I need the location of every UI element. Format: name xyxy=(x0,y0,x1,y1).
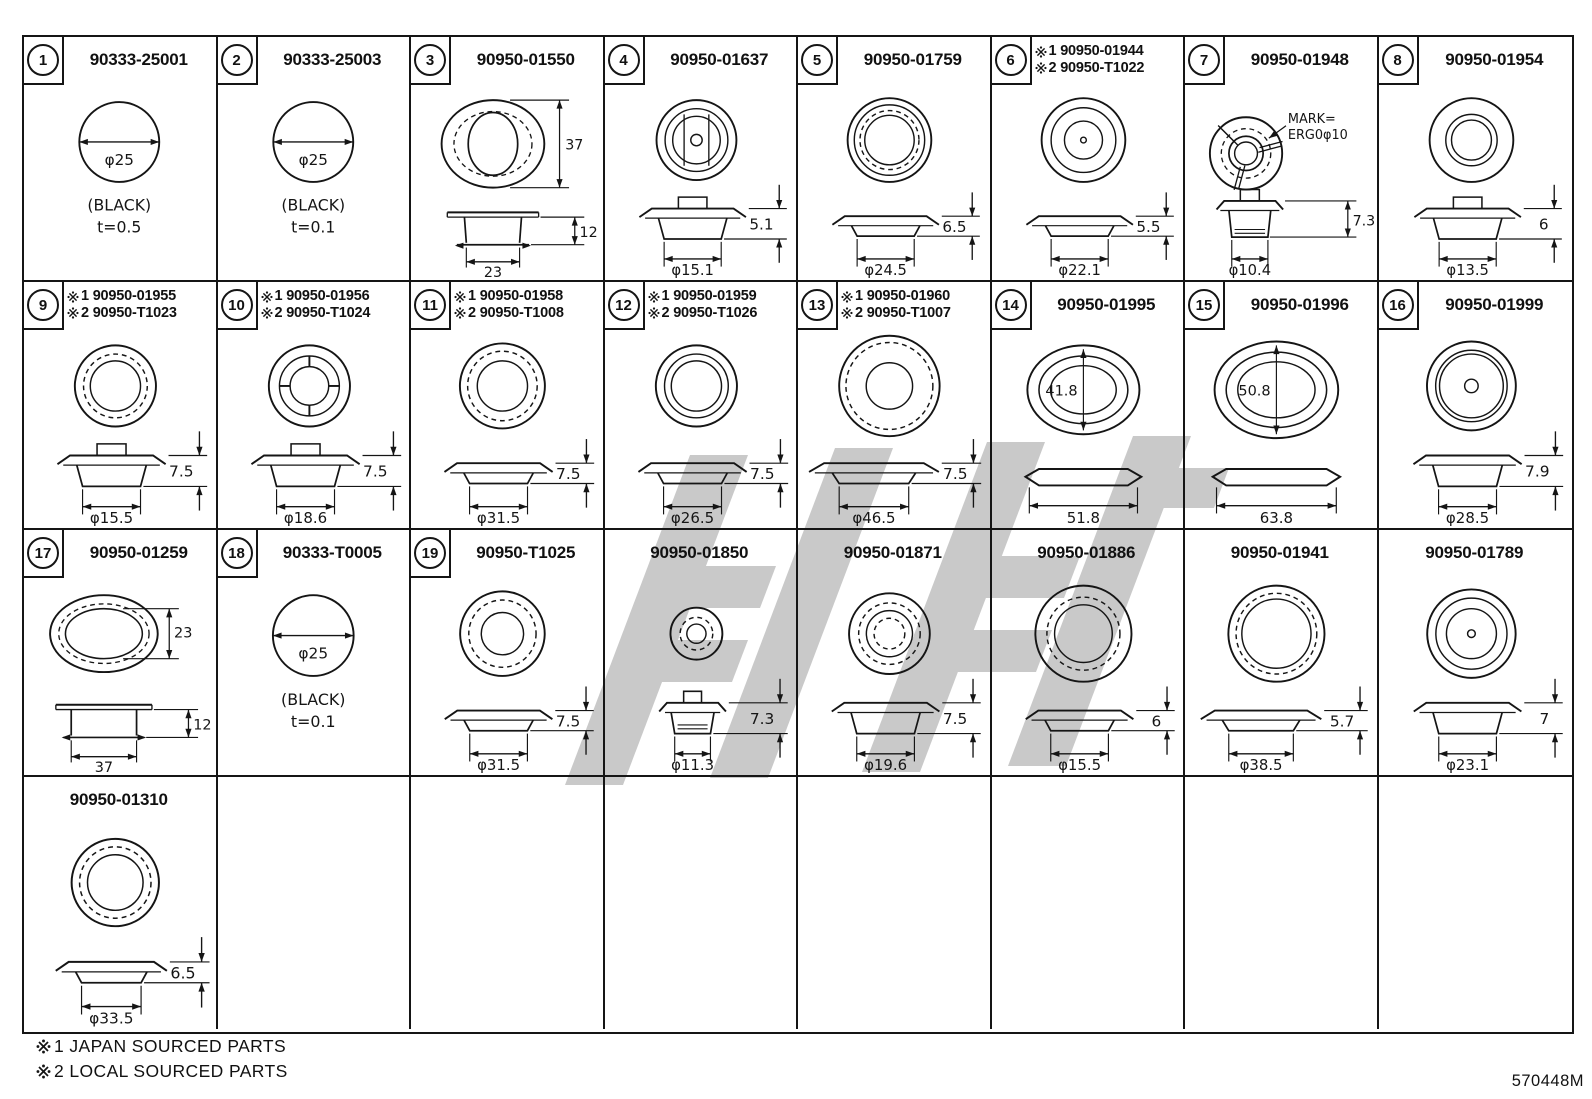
part-number: 1 90950-01958 xyxy=(454,288,563,305)
svg-text:7.9: 7.9 xyxy=(1524,462,1550,481)
item-number-badge xyxy=(992,282,1032,330)
svg-text:φ31.5: φ31.5 xyxy=(477,756,521,773)
part-number: 1 90950-01959 xyxy=(648,288,757,305)
svg-text:φ24.5: φ24.5 xyxy=(864,262,907,278)
svg-text:6: 6 xyxy=(1150,712,1161,731)
svg-text:MARK=: MARK= xyxy=(1287,111,1336,127)
part-cell xyxy=(218,37,412,282)
svg-text:37: 37 xyxy=(94,760,114,773)
reference-mark-icon xyxy=(261,291,273,303)
reference-mark-icon xyxy=(648,291,660,303)
part-header xyxy=(1225,37,1375,83)
part-cell xyxy=(605,37,799,282)
svg-text:t=0.1: t=0.1 xyxy=(290,711,336,731)
footnote-local-sourced: 2 LOCAL SOURCED PARTS xyxy=(36,1061,288,1082)
part-figure xyxy=(218,328,410,526)
svg-text:φ11.3: φ11.3 xyxy=(670,756,714,773)
item-number: 8 xyxy=(1382,44,1414,76)
part-header xyxy=(838,37,988,83)
part-cell xyxy=(1185,530,1379,777)
svg-text:51.8: 51.8 xyxy=(1066,509,1100,526)
part-header xyxy=(64,37,214,83)
item-number: 12 xyxy=(608,289,640,321)
part-cell xyxy=(798,37,992,282)
part-number: 90950-01871 xyxy=(843,543,942,563)
part-number: 90950-01996 xyxy=(1250,295,1349,315)
svg-text:φ26.5: φ26.5 xyxy=(670,509,714,526)
part-number: 90950-01886 xyxy=(1037,543,1136,563)
reference-mark-icon xyxy=(454,307,466,319)
part-cell xyxy=(605,530,799,777)
svg-text:φ15.1: φ15.1 xyxy=(670,262,714,278)
part-figure xyxy=(24,823,216,1027)
item-number-badge xyxy=(411,37,451,85)
part-number: 2 90950-T1022 xyxy=(1035,60,1145,77)
svg-text:φ13.5: φ13.5 xyxy=(1445,262,1489,278)
part-figure xyxy=(798,328,990,526)
svg-text:5.5: 5.5 xyxy=(1135,217,1161,236)
part-header xyxy=(1419,37,1571,83)
part-number: 2 90950-T1026 xyxy=(648,305,758,322)
reference-mark-icon xyxy=(36,1039,51,1054)
part-cell xyxy=(1185,37,1379,282)
part-figure xyxy=(992,328,1184,526)
svg-text:7.3: 7.3 xyxy=(1352,213,1376,230)
part-number: 1 90950-01956 xyxy=(261,288,370,305)
part-number: 90333-25003 xyxy=(283,50,382,70)
part-cell xyxy=(1379,282,1573,530)
svg-text:12: 12 xyxy=(193,717,212,734)
svg-text:7: 7 xyxy=(1538,709,1549,728)
part-number: 90950-01948 xyxy=(1250,50,1349,70)
reference-mark-icon xyxy=(1035,62,1047,74)
item-number-badge xyxy=(24,530,64,578)
part-header xyxy=(838,282,988,328)
item-number-badge xyxy=(218,37,258,85)
item-number-badge xyxy=(798,37,838,85)
empty-cell xyxy=(605,777,799,1029)
item-number-badge xyxy=(605,37,645,85)
part-cell xyxy=(1185,282,1379,530)
svg-text:7.5: 7.5 xyxy=(362,462,388,481)
part-header xyxy=(1419,282,1571,328)
reference-mark-icon xyxy=(841,291,853,303)
item-number-badge xyxy=(411,282,451,330)
part-number: 1 90950-01955 xyxy=(67,288,176,305)
svg-text:7.5: 7.5 xyxy=(943,465,968,484)
svg-text:63.8: 63.8 xyxy=(1259,509,1294,526)
svg-text:φ19.6: φ19.6 xyxy=(864,756,908,773)
part-cell xyxy=(1379,37,1573,282)
svg-text:7.5: 7.5 xyxy=(556,465,581,484)
svg-text:7.5: 7.5 xyxy=(169,462,194,481)
part-cell xyxy=(24,777,218,1029)
part-figure xyxy=(992,83,1184,278)
reference-mark-icon xyxy=(36,1064,51,1079)
part-cell xyxy=(1379,530,1573,777)
item-number-badge xyxy=(218,530,258,578)
part-number: 90950-01789 xyxy=(1425,543,1524,563)
part-cell xyxy=(218,282,412,530)
part-cell xyxy=(992,37,1186,282)
part-header xyxy=(1225,282,1375,328)
part-number: 1 90950-01944 xyxy=(1035,43,1144,60)
empty-cell xyxy=(798,777,992,1029)
part-number: 90950-T1025 xyxy=(476,543,576,563)
item-number-badge xyxy=(1379,37,1419,85)
part-figure xyxy=(411,576,603,773)
part-figure xyxy=(24,328,216,526)
part-number: 90950-01850 xyxy=(650,543,749,563)
part-number: 90950-01995 xyxy=(1057,295,1156,315)
part-header xyxy=(64,530,214,576)
part-header xyxy=(258,282,408,328)
item-number: 2 xyxy=(221,44,253,76)
svg-text:41.8: 41.8 xyxy=(1044,383,1078,400)
part-figure xyxy=(1185,83,1377,278)
part-figure xyxy=(411,83,603,278)
part-number: 90950-01954 xyxy=(1445,50,1544,70)
item-number-badge xyxy=(992,37,1032,85)
part-cell xyxy=(218,530,412,777)
empty-cell xyxy=(1185,777,1379,1029)
part-number: 2 90950-T1008 xyxy=(454,305,564,322)
svg-text:ERG0φ10: ERG0φ10 xyxy=(1287,128,1348,144)
svg-text:φ22.1: φ22.1 xyxy=(1057,262,1101,278)
svg-text:φ18.6: φ18.6 xyxy=(283,509,327,526)
svg-text:φ31.5: φ31.5 xyxy=(476,509,521,526)
item-number: 11 xyxy=(414,289,446,321)
svg-text:φ10.4: φ10.4 xyxy=(1228,262,1272,278)
part-header xyxy=(798,530,988,576)
svg-text:7.3: 7.3 xyxy=(749,709,774,728)
part-number: 90950-01259 xyxy=(89,543,188,563)
part-header xyxy=(451,282,601,328)
part-cell xyxy=(411,282,605,530)
part-figure xyxy=(605,576,797,773)
reference-mark-icon xyxy=(67,307,79,319)
empty-cell xyxy=(992,777,1186,1029)
svg-text:5.7: 5.7 xyxy=(1329,712,1355,731)
item-number-badge xyxy=(1185,282,1225,330)
part-number: 90333-25001 xyxy=(89,50,188,70)
part-number: 90950-01941 xyxy=(1230,543,1329,563)
item-number-badge xyxy=(218,282,258,330)
item-number: 1 xyxy=(27,44,59,76)
empty-cell xyxy=(411,777,605,1029)
part-cell xyxy=(798,282,992,530)
part-header xyxy=(645,37,795,83)
part-cell xyxy=(992,282,1186,530)
svg-text:12: 12 xyxy=(579,225,598,242)
svg-text:φ28.5: φ28.5 xyxy=(1445,509,1489,526)
svg-text:23: 23 xyxy=(483,265,503,278)
svg-text:(BLACK): (BLACK) xyxy=(280,195,345,215)
svg-text:t=0.1: t=0.1 xyxy=(290,217,335,237)
empty-cell xyxy=(1379,777,1573,1029)
part-figure xyxy=(1185,576,1377,773)
svg-text:7.5: 7.5 xyxy=(942,709,968,728)
svg-text:φ15.5: φ15.5 xyxy=(89,509,134,526)
part-cell xyxy=(24,530,218,777)
svg-text:φ15.5: φ15.5 xyxy=(1057,756,1101,773)
svg-text:5.1: 5.1 xyxy=(748,215,774,234)
part-figure xyxy=(411,328,603,526)
item-number: 16 xyxy=(1382,289,1414,321)
parts-grid xyxy=(22,35,1574,1034)
part-header xyxy=(605,530,795,576)
part-header xyxy=(645,282,795,328)
part-number: 1 90950-01960 xyxy=(841,288,950,305)
part-number: 2 90950-T1007 xyxy=(841,305,951,322)
svg-text:50.8: 50.8 xyxy=(1238,383,1271,400)
svg-text:φ23.1: φ23.1 xyxy=(1445,756,1489,773)
part-figure xyxy=(1379,83,1573,278)
part-figure xyxy=(218,83,410,278)
svg-text:7.5: 7.5 xyxy=(749,465,775,484)
part-figure xyxy=(1379,328,1573,526)
svg-text:37: 37 xyxy=(565,137,584,154)
part-number: 90333-T0005 xyxy=(282,543,382,563)
part-header xyxy=(258,530,408,576)
item-number-badge xyxy=(1185,37,1225,85)
reference-mark-icon xyxy=(648,307,660,319)
item-number: 15 xyxy=(1188,289,1220,321)
item-number: 9 xyxy=(27,289,59,321)
part-header xyxy=(24,777,214,823)
reference-mark-icon xyxy=(67,291,79,303)
part-cell xyxy=(992,530,1186,777)
item-number: 10 xyxy=(221,289,253,321)
part-figure xyxy=(992,576,1184,773)
svg-text:φ25: φ25 xyxy=(298,150,328,169)
item-number: 18 xyxy=(221,537,253,569)
item-number-badge xyxy=(411,530,451,578)
reference-mark-icon xyxy=(1035,46,1047,58)
part-number: 2 90950-T1024 xyxy=(261,305,371,322)
svg-text:φ38.5: φ38.5 xyxy=(1239,756,1283,773)
part-number: 90950-01637 xyxy=(670,50,769,70)
svg-text:(BLACK): (BLACK) xyxy=(280,689,345,709)
item-number: 14 xyxy=(995,289,1027,321)
part-cell xyxy=(411,37,605,282)
part-header xyxy=(992,530,1182,576)
reference-mark-icon xyxy=(261,307,273,319)
item-number: 19 xyxy=(414,537,446,569)
svg-text:t=0.5: t=0.5 xyxy=(97,217,142,237)
svg-text:6.5: 6.5 xyxy=(170,963,196,983)
footnote-japan-sourced: 1 JAPAN SOURCED PARTS xyxy=(36,1036,288,1057)
part-header xyxy=(1032,37,1182,83)
part-number: 90950-01759 xyxy=(863,50,962,70)
part-figure xyxy=(605,328,797,526)
drawing-code: 570448M xyxy=(1511,1072,1584,1090)
part-figure xyxy=(218,576,410,773)
part-cell xyxy=(24,37,218,282)
item-number-badge xyxy=(798,282,838,330)
item-number-badge xyxy=(24,37,64,85)
svg-text:(BLACK): (BLACK) xyxy=(87,195,152,215)
item-number: 7 xyxy=(1188,44,1220,76)
svg-text:φ46.5: φ46.5 xyxy=(852,509,896,526)
reference-mark-icon xyxy=(454,291,466,303)
part-figure xyxy=(605,83,797,278)
reference-mark-icon xyxy=(841,307,853,319)
part-figure xyxy=(1379,576,1573,773)
part-number: 90950-01999 xyxy=(1445,295,1544,315)
part-cell xyxy=(411,530,605,777)
svg-text:φ25: φ25 xyxy=(104,150,134,169)
part-header xyxy=(258,37,408,83)
item-number-badge xyxy=(1379,282,1419,330)
item-number: 6 xyxy=(995,44,1027,76)
part-header xyxy=(64,282,214,328)
part-header xyxy=(451,37,601,83)
part-header xyxy=(1032,282,1182,328)
item-number: 3 xyxy=(414,44,446,76)
svg-text:7.5: 7.5 xyxy=(555,712,581,731)
part-number: 90950-01310 xyxy=(69,790,168,810)
item-number: 13 xyxy=(801,289,833,321)
part-number: 2 90950-T1023 xyxy=(67,305,177,322)
svg-text:23: 23 xyxy=(174,625,193,642)
part-header xyxy=(1185,530,1375,576)
item-number-badge xyxy=(605,282,645,330)
part-figure xyxy=(798,576,990,773)
part-cell xyxy=(24,282,218,530)
part-figure xyxy=(1185,328,1377,526)
part-figure xyxy=(24,83,216,278)
part-figure xyxy=(24,576,216,773)
item-number: 4 xyxy=(608,44,640,76)
part-header xyxy=(451,530,601,576)
part-cell xyxy=(798,530,992,777)
item-number: 5 xyxy=(801,44,833,76)
part-figure xyxy=(798,83,990,278)
item-number: 17 xyxy=(27,537,59,569)
svg-text:6: 6 xyxy=(1538,215,1549,234)
part-header xyxy=(1379,530,1571,576)
part-number: 90950-01550 xyxy=(476,50,575,70)
svg-text:φ25: φ25 xyxy=(297,644,328,663)
empty-cell xyxy=(218,777,412,1029)
item-number-badge xyxy=(24,282,64,330)
svg-text:φ33.5: φ33.5 xyxy=(89,1009,134,1027)
svg-text:6.5: 6.5 xyxy=(942,217,967,236)
part-cell xyxy=(605,282,799,530)
footnotes xyxy=(36,1036,288,1086)
